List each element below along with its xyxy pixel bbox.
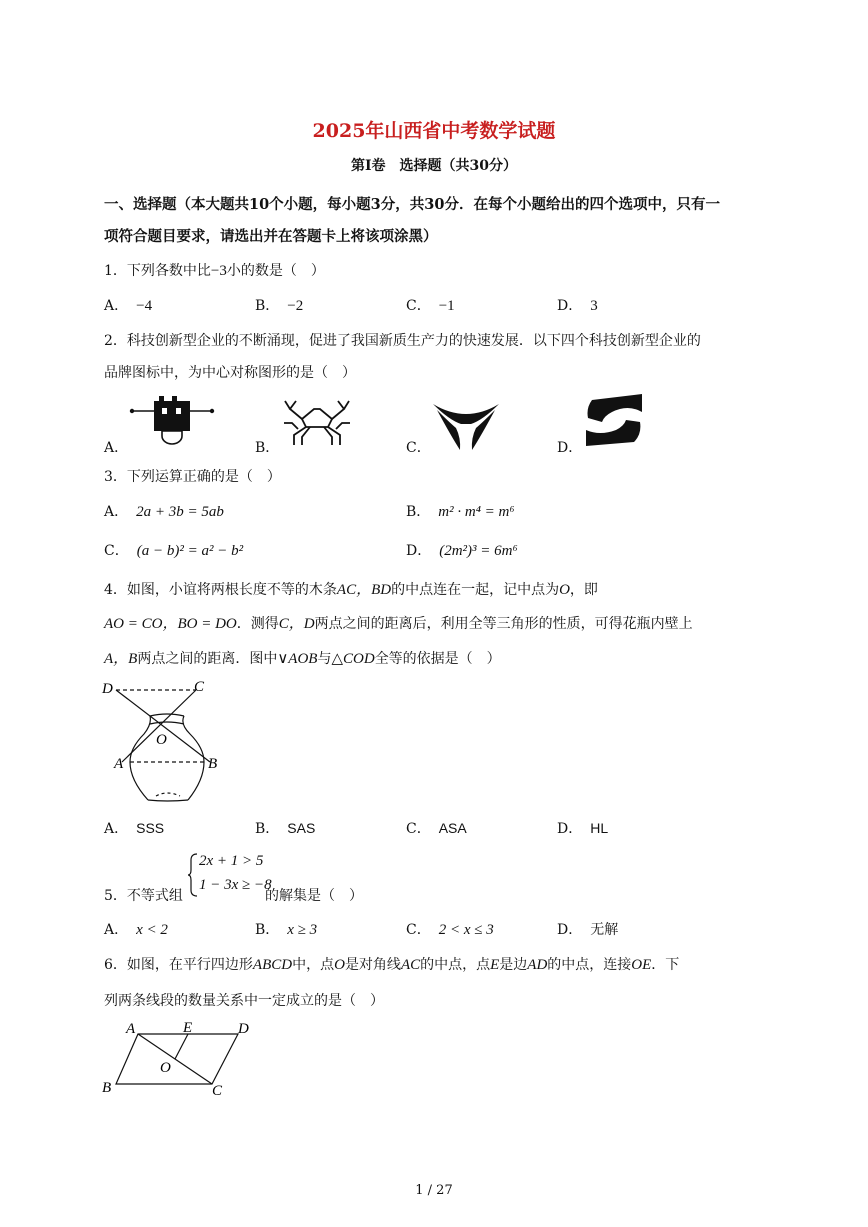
label-e: E [183,1020,193,1036]
label-d: D [238,1021,249,1037]
part-subtitle: 第I卷 选择题（共30分） [350,158,518,174]
label-o: O [160,1060,171,1076]
label-c: C [212,1083,223,1099]
q5-inequality-2: 1 − 3x ≥ −8 [199,877,272,893]
brace-icon [187,852,199,898]
q2-option-c[interactable]: C． [406,440,431,456]
q5-option-a[interactable]: A． x < 2 [104,922,168,938]
q4-stem-line1: 4．如图，小谊将两根长度不等的木条AC，BD的中点连在一起，记中点为O，即 [104,582,598,598]
page-number: 1 / 27 [415,1183,453,1198]
swirl-logo-icon [584,390,646,448]
q5-suffix: 的解集是（ ） [265,888,363,904]
q6-stem-line1: 6．如图，在平行四边形ABCD中，点O是对角线AC的中点，点E是边AD的中点，连接OE．下 [104,957,680,973]
q3-option-c[interactable]: C． (a − b)² = a² − b² [104,543,244,559]
q2-stem-line1: 2．科技创新型企业的不断涌现，促进了我国新质生产力的快速发展．以下四个科技创新型企业的 [104,333,701,349]
q2-option-d[interactable]: D． [557,440,583,456]
q2-stem-line2: 品牌图标中，为中心对称图形的是（ ） [104,365,356,381]
q4-option-a[interactable]: A． SSS [104,820,165,837]
page-title: 2025年山西省中考数学试题 [312,120,556,142]
q5-option-b[interactable]: B． x ≥ 3 [255,922,318,938]
label-a: A [114,756,124,772]
q3-option-a[interactable]: A． 2a + 3b = 5ab [104,504,224,520]
q5-prefix: 5．不等式组 [104,888,183,904]
q1-stem: 1．下列各数中比−3小的数是（ ） [104,263,325,279]
q4-stem-line2: AO = CO，BO = DO．测得C，D两点之间的距离后，利用全等三角形的性质，可得花瓶内壁上 [104,616,693,632]
q5-option-c[interactable]: C． 2 < x ≤ 3 [406,922,494,938]
q4-option-c[interactable]: C． ASA [406,820,467,837]
q1-option-c[interactable]: C． −1 [406,298,455,314]
label-d: D [102,681,113,697]
crab-logo-icon [280,395,354,447]
q4-option-d[interactable]: D． HL [557,820,609,837]
robot-logo-icon [128,393,216,448]
q1-option-d[interactable]: D． 3 [557,298,598,314]
q1-option-a[interactable]: A． −4 [104,298,153,314]
label-b: B [208,756,218,772]
q4-stem-line3: A，B两点之间的距离．图中∨AOB与△COD全等的依据是（ ） [104,651,501,667]
label-c: C [194,679,205,695]
q1-option-b[interactable]: B． −2 [255,298,304,314]
triskelion-logo-icon [431,400,501,452]
label-o: O [156,732,167,748]
q6-stem-line2: 列两条线段的数量关系中一定成立的是（ ） [104,993,384,1009]
label-b: B [102,1080,112,1096]
section-heading-line2: 项符合题目要求，请选出并在答题卡上将该项涂黑） [104,228,438,245]
q2-option-a[interactable]: A． [104,440,129,456]
label-a: A [126,1021,136,1037]
q5-option-d[interactable]: D． 无解 [557,922,619,938]
vase-figure [100,676,230,806]
q3-stem: 3．下列运算正确的是（ ） [104,469,281,485]
parallelogram-figure [100,1016,260,1100]
q3-option-d[interactable]: D． (2m²)³ = 6m⁶ [406,543,518,559]
q3-option-b[interactable]: B． m² · m⁴ = m⁶ [406,504,515,520]
section-heading-line1: 一、选择题（本大题共10个小题，每小题3分，共30分．在每个小题给出的四个选项中，只有一 [104,196,720,213]
q2-option-b[interactable]: B． [255,440,280,456]
q5-inequality-1: 2x + 1 > 5 [199,853,264,869]
q4-option-b[interactable]: B． SAS [255,820,316,837]
